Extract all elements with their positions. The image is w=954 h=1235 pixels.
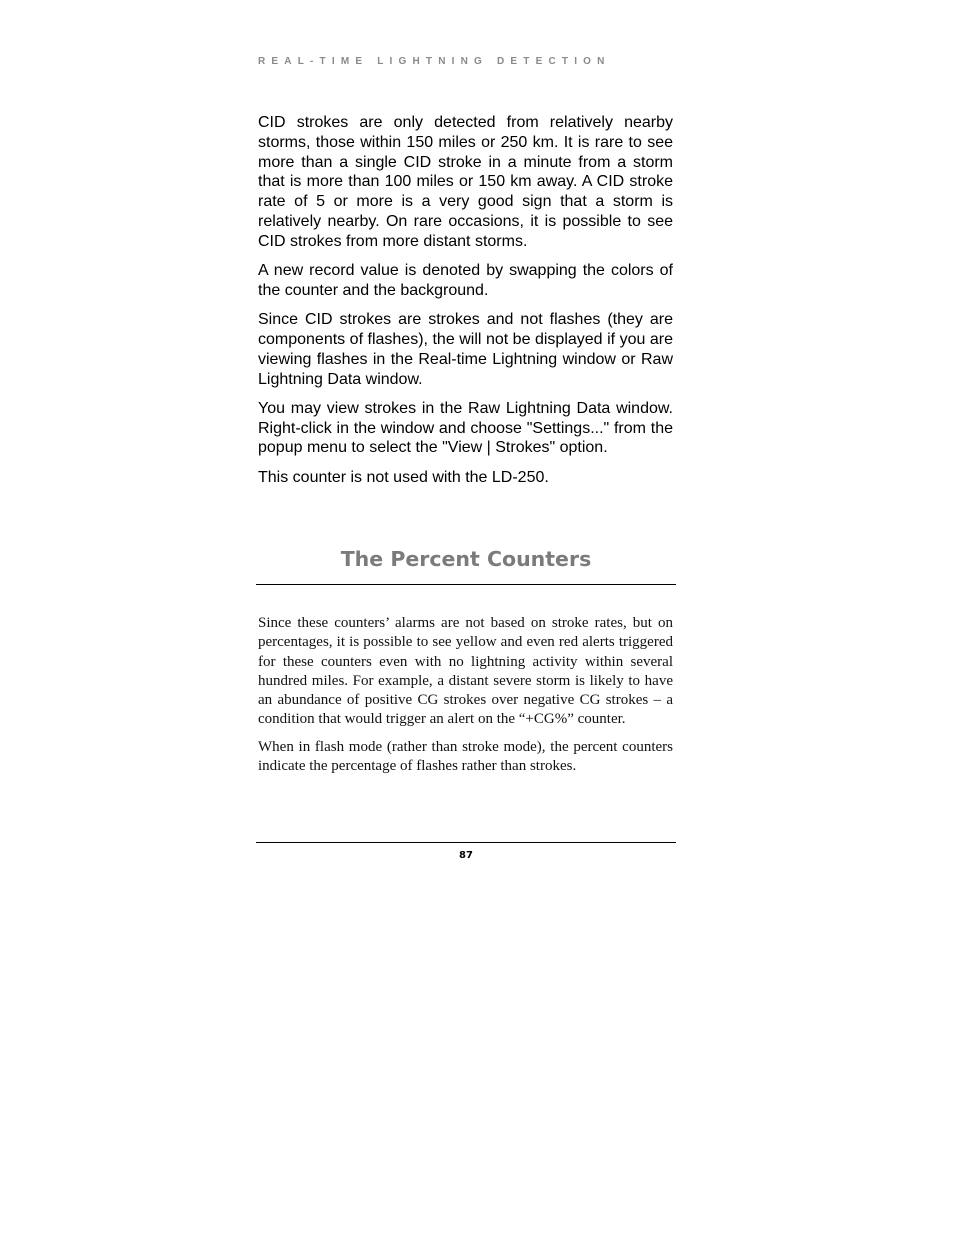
paragraph-strokes-vs-flashes: Since CID strokes are strokes and not flashes (they are components of flashes), the will not be displayed if you are viewing flashes in the Real-time Lightning window or Raw Lightning Data window. [258,311,673,388]
footer-divider [256,842,676,843]
paragraph-view-strokes: You may view strokes in the Raw Lightning Data window. Right-click in the window and choose "Settings..." from the popup menu to select the "View | Strokes" option. [258,399,673,457]
paragraph-ld250-note: This counter is not used with the LD-250. [258,468,549,486]
paragraph-flash-mode: When in flash mode (rather than stroke mode), the percent counters indicate the percentage of flashes rather than strokes. [258,738,673,775]
page-number: 87 [459,850,473,861]
running-header: REAL-TIME LIGHTNING DETECTION [258,56,611,67]
paragraph-cid-range: CID strokes are only detected from relatively nearby storms, those within 150 miles or 250 km. It is rare to see more than a single CID stroke in a minute from a storm that is more than 100 miles or 150 km away. A CID stroke rate of 5 or more is a very good sign that a storm is relatively nearby. On rare occasions, it is possible to see CID strokes from more distant storms. [258,114,673,250]
section-divider [256,584,676,585]
paragraph-percent-alarms: Since these counters’ alarms are not based on stroke rates, but on percentages, it is possible to see yellow and even red alerts triggered for these counters even with no lightning activity within several hundred miles. For example, a distant severe storm is likely to have an abundance of positive CG strokes over negative CG strokes – a condition that would trigger an alert on the “+CG%” counter. [258,615,673,728]
section-title: The Percent Counters [340,547,592,571]
section-text [258,614,673,784]
body-text [258,113,673,497]
paragraph-new-record: A new record value is denoted by swapping the colors of the counter and the background. [258,262,673,299]
